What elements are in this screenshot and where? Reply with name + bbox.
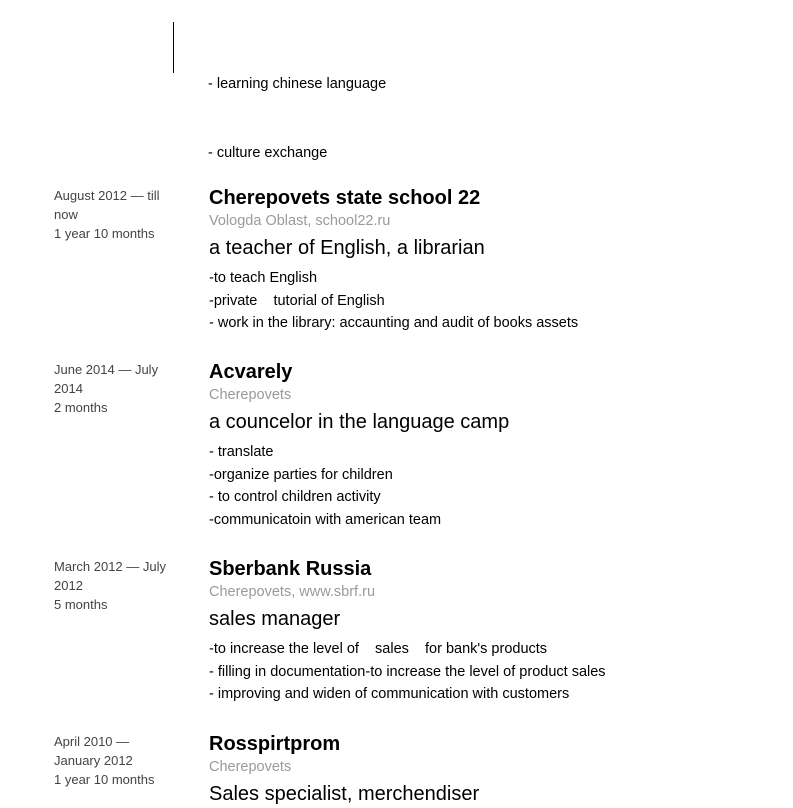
duty-line: - to control children activity [209,489,381,506]
period-range-cont: 2012 [54,578,83,593]
period-range-cont: now [54,207,78,222]
company-location: Cherepovets [209,387,292,403]
period-range-cont: January 2012 [54,753,133,768]
period-duration: 1 year 10 months [54,226,155,241]
duty-line: - filling in documentation-to increase the level of product sales [209,663,606,680]
job-position: a teacher of English, a librarian [209,237,485,259]
period-duration: 1 year 10 months [54,772,155,787]
company-location: Cherepovets [209,759,292,775]
company-name: Sberbank Russia [209,558,372,580]
entry-content [209,732,779,806]
company-name: Acvarely [209,361,293,383]
job-position: Sales specialist, merchendiser [209,783,480,805]
duties-list [209,267,779,335]
entry-content [209,186,779,335]
duty-line: -organize parties for children [209,466,393,483]
duty-line: -to teach English [209,270,318,286]
company-location: Vologda Oblast, school22.ru [209,213,391,229]
entry-content [209,360,779,531]
vertical-divider [173,22,174,73]
company-name: Rosspirtprom [209,733,341,755]
company-name: Cherepovets state school 22 [209,187,481,209]
job-position: sales manager [209,608,341,630]
duty-line: - improving and widen of communication with customers [209,686,570,703]
period-duration: 2 months [54,400,108,415]
duty-line: -private tutorial of English [209,292,385,309]
period-column [54,732,184,789]
duty-line: - learning chinese language [208,76,387,92]
duties-list [209,638,779,706]
job-position: a councelor in the language camp [209,411,510,433]
duty-line: - translate [209,444,274,460]
duty-line: -communicatoin with american team [209,511,442,528]
previous-entry-continuation [173,22,733,161]
period-range-cont: 2014 [54,381,83,396]
period-column [54,557,184,614]
period-range: April 2010 — [54,734,130,749]
duty-line: - work in the library: accaunting and audit of books assets [209,315,579,332]
period-column [54,186,184,243]
duties-list [209,441,779,531]
period-range: August 2012 — till [54,188,160,203]
previous-duties [208,27,386,211]
period-range: June 2014 — July [54,362,159,377]
entry-content [209,557,779,706]
company-location: Cherepovets, www.sbrf.ru [209,584,376,600]
duty-line: - culture exchange [208,145,328,161]
period-duration: 5 months [54,597,108,612]
duty-line: -to increase the level of sales for bank's products [209,641,548,657]
period-column [54,360,184,417]
period-range: March 2012 — July [54,559,166,574]
